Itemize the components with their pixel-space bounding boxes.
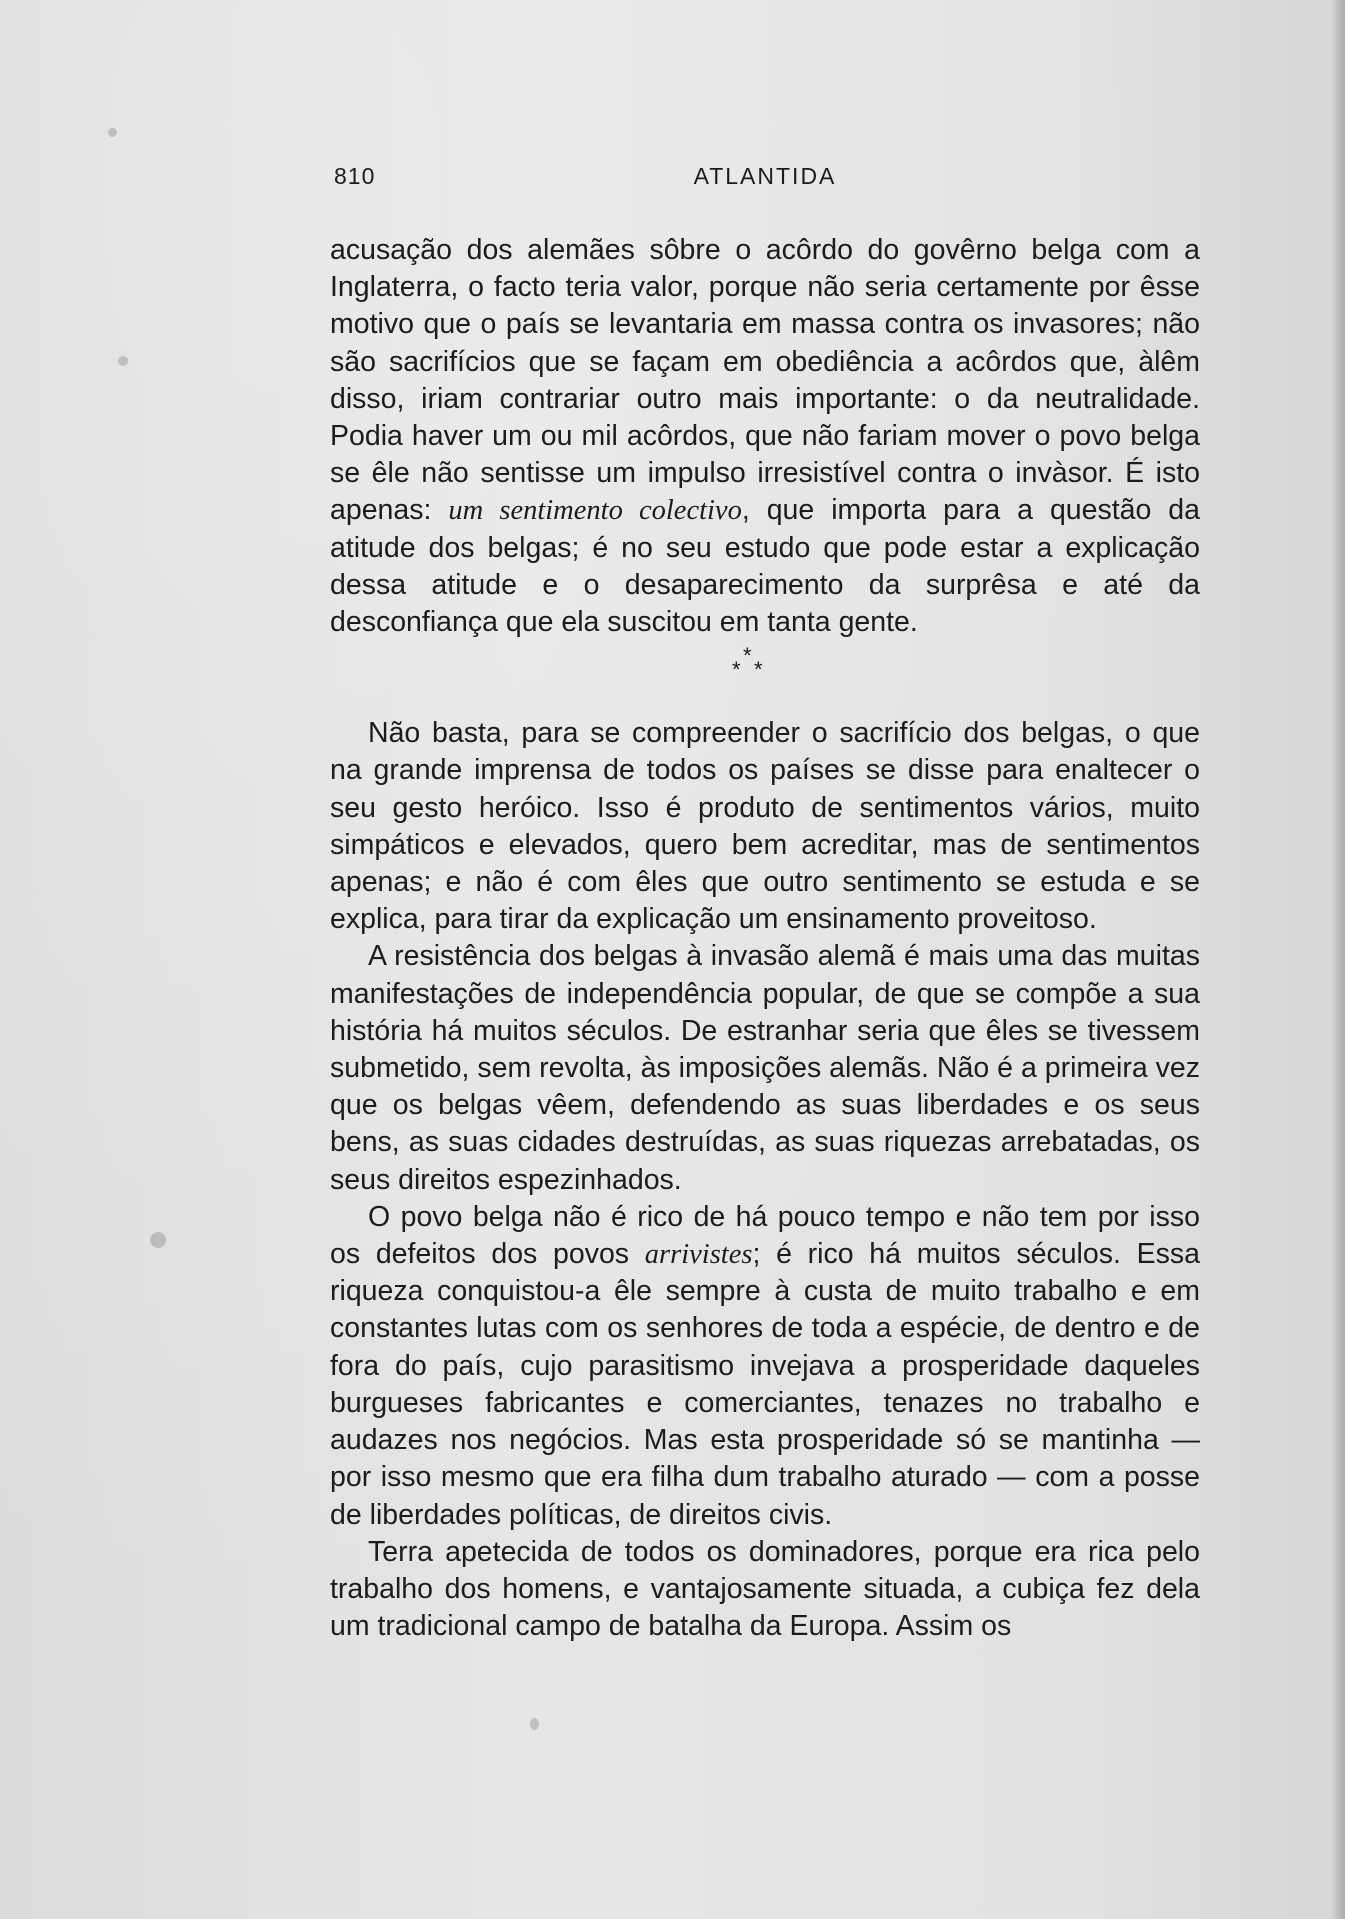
text-run: Terra apetecida de todos os dominadores, porque era rica pelo trabalho dos homens, e vantajosamente situada, a cubiça fez dela um tradicional campo de batalha da Europa. Assim os: [330, 1535, 1200, 1643]
body-text: [330, 232, 1200, 1645]
text-run: O povo belga não é rico de há pouco tempo e não tem por isso os defeitos dos povos: [330, 1200, 1200, 1271]
text-run: acusação dos alemães sôbre o acôrdo do govêrno belga com a Inglaterra, o facto teria valor, porque não seria certamente por êsse motivo que o país se levantaria em massa contra os invasores; não são sacrifícios que se façam em obediência a acôrdos que, àlêm disso, iriam contrariar outro mais importante: o da neutralidade. Podia haver um ou mil acôrdos, que não fariam mover o povo belga se êle não sentisse um impulso irresistível contra o invàsor. É isto apenas:: [330, 234, 1200, 527]
running-title: ATLANTIDA: [693, 163, 837, 189]
italic-text: um sentimento colectivo: [448, 495, 742, 527]
text-run: ; é rico há muitos séculos. Essa riqueza conquistou-a êle sempre à custa de muito trabalho e em constantes lutas com os senhores de toda a espécie, de dentro e de fora do país, cujo parasitismo invejava a prosperidade daqueles burgueses fabricantes e comerciantes, tenazes no trabalho e audazes nos negócios. Mas esta prosperidade só se mantinha — por isso mesmo que era filha dum trabalho aturado — com a posse de liberdades políticas, de direitos civis.: [330, 1238, 1200, 1531]
asterisk: *: [743, 643, 752, 669]
paragraph: [330, 1199, 1200, 1534]
paragraph: [330, 1534, 1200, 1646]
paragraph: [330, 938, 1200, 1198]
paper-speck: [108, 128, 117, 137]
paragraph: [330, 232, 1200, 641]
page-number: 810: [334, 163, 376, 189]
page-edge-shadow: [1331, 0, 1345, 1919]
paper-speck: [530, 1718, 539, 1730]
asterism-icon: [725, 645, 785, 685]
text-run: , que importa para a questão da atitude dos belgas; é no seu estudo que pode estar a explicação dessa atitude e o desaparecimento da surprêsa e até da desconfiança que ela suscitou em tanta gente.: [330, 494, 1201, 639]
italic-text: arrivistes: [644, 1239, 753, 1271]
text-run: Não basta, para se compreender o sacrifício dos belgas, o que na grande imprensa de todos os países se disse para enaltecer o seu gesto heróico. Isso é produto de sentimentos vários, muito simpáticos e elevados, quero bem acreditar, mas de sentimentos apenas; e não é com êles que outro sentimento se estuda e se explica, para tirar da explicação um ensinamento proveitoso.: [330, 717, 1200, 936]
section-separator: [330, 641, 1200, 715]
asterisk: *: [754, 657, 763, 683]
text-run: A resistência dos belgas à invasão alemã é mais uma das muitas manifestações de independência popular, de que se compõe a sua história há muitos séculos. De estranhar seria que êles se tivessem submetido, sem revolta, às imposições alemãs. Não é a primeira vez que os belgas vêem, defendendo as suas liberdades e os seus bens, as suas cidades destruídas, as suas riquezas arrebatadas, os seus direitos espezinhados.: [330, 940, 1200, 1196]
paper-speck: [150, 1232, 166, 1248]
page-header: [334, 163, 1196, 193]
paragraph: [330, 715, 1200, 938]
asterisk: *: [732, 657, 741, 683]
paper-speck: [118, 356, 128, 366]
